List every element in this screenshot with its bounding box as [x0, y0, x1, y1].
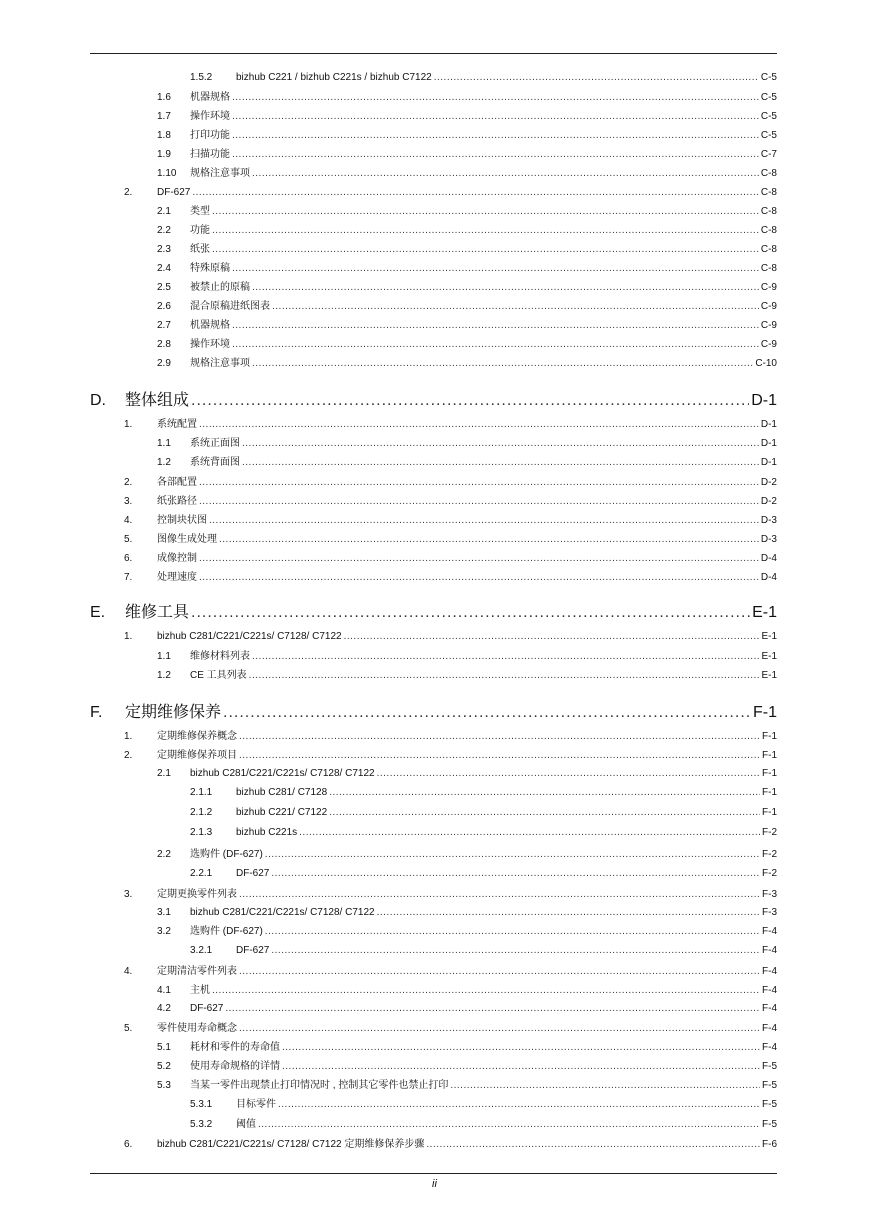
toc-entry-title: bizhub C281/ C7128 — [236, 787, 328, 798]
toc-entry-title: bizhub C281/C221/C221s/ C7128/ C7122 — [190, 768, 375, 779]
toc-entry-title: bizhub C221/ C7122 — [236, 807, 328, 818]
toc-entry-page: F-4 — [762, 945, 777, 956]
dot-leader — [265, 849, 760, 861]
toc-entry-title: 定期更换零件列表 — [157, 889, 237, 900]
toc-entry-page: D-3 — [760, 515, 777, 526]
toc-entry[interactable] — [0, 827, 777, 839]
toc-entry-number: 5.2 — [157, 1061, 171, 1072]
toc-entry-title: 机器规格 — [190, 92, 230, 103]
dot-leader — [212, 244, 759, 256]
toc-entry-page: C-8 — [760, 187, 777, 198]
toc-entry-title: 维修材料列表 — [190, 651, 250, 662]
dot-leader — [329, 787, 760, 799]
toc-entry-page: F-4 — [762, 985, 777, 996]
toc-entry-title: 维修工具 — [125, 604, 190, 621]
toc-entry-number: 1.1 — [157, 438, 171, 449]
toc-entry-title: bizhub C281/C221/C221s/ C7128/ C7122 定期维修保养步骤 — [157, 1139, 425, 1150]
toc-entry-number: 2.1 — [157, 206, 171, 217]
dot-leader — [344, 631, 760, 643]
toc-entry-page: F-1 — [762, 787, 777, 798]
dot-leader — [199, 496, 759, 508]
toc-entry-number: 3.1 — [157, 907, 171, 918]
toc-entry-title: 处理速度 — [157, 572, 197, 583]
toc-entry-title: 混合原稿进纸图表 — [190, 301, 270, 312]
toc-entry-title: 整体组成 — [125, 392, 190, 409]
toc-entry-title: 主机 — [190, 985, 210, 996]
toc-entry-title: 当某一零件出现禁止打印情况时 , 控制其它零件也禁止打印 — [190, 1080, 449, 1091]
dot-leader — [239, 966, 760, 978]
page-number: ii — [432, 1178, 437, 1190]
toc-entry-page: D-1 — [760, 457, 777, 468]
toc-entry-page: F-5 — [762, 1080, 777, 1091]
toc-entry-page: C-5 — [760, 92, 777, 103]
toc-entry[interactable] — [0, 750, 777, 762]
dot-leader — [191, 391, 749, 411]
toc-entry-number: 5.3.1 — [190, 1099, 213, 1110]
dot-leader — [271, 868, 760, 880]
dot-leader — [450, 1080, 760, 1092]
toc-entry-page: C-9 — [760, 282, 777, 293]
toc-entry-title: 扫描功能 — [190, 149, 230, 160]
dot-leader — [212, 225, 759, 237]
toc-entry-title: 操作环境 — [190, 111, 230, 122]
toc-entry-page: F-4 — [762, 966, 777, 977]
toc-entry-title: 打印功能 — [190, 130, 230, 141]
toc-section-heading[interactable] — [0, 703, 777, 723]
toc-entry[interactable] — [0, 787, 777, 799]
toc-entry-page: C-8 — [760, 244, 777, 255]
dot-leader — [249, 670, 760, 682]
toc-entry[interactable] — [0, 553, 777, 565]
toc-entry-title: 定期维修保养概念 — [157, 731, 237, 742]
dot-leader — [232, 92, 759, 104]
toc-entry[interactable] — [0, 263, 777, 275]
dot-leader — [239, 731, 760, 743]
toc-entry[interactable] — [0, 1099, 777, 1111]
toc-entry[interactable] — [0, 1061, 777, 1073]
toc-entry[interactable] — [0, 1023, 777, 1035]
toc-entry[interactable] — [0, 889, 777, 901]
footer-rule — [90, 1173, 777, 1174]
toc-entry-title: CE 工具列表 — [190, 670, 247, 681]
toc-entry-page: C-5 — [760, 130, 777, 141]
toc-entry-number: 1.2 — [157, 457, 171, 468]
toc-entry-title: 目标零件 — [236, 1099, 276, 1110]
toc-entry-title: 各部配置 — [157, 477, 197, 488]
dot-leader — [252, 282, 759, 294]
toc-entry-page: F-5 — [762, 1061, 777, 1072]
dot-leader — [232, 130, 759, 142]
toc-entry[interactable] — [0, 1139, 777, 1151]
toc-entry-title: bizhub C221s — [236, 827, 298, 838]
dot-leader — [272, 301, 759, 313]
toc-entry-title: 选购件 (DF-627) — [190, 849, 263, 860]
toc-entry-title: 特殊原稿 — [190, 263, 230, 274]
dot-leader — [223, 703, 751, 723]
toc-entry[interactable] — [0, 945, 777, 957]
toc-entry-number: 2.4 — [157, 263, 171, 274]
toc-entry-page: F-1 — [762, 807, 777, 818]
toc-entry[interactable] — [0, 149, 777, 161]
toc-entry-number: 2. — [124, 187, 133, 198]
toc-entry-number: 5.3.2 — [190, 1119, 213, 1130]
toc-entry-page: D-4 — [760, 572, 777, 583]
toc-entry-page: C-10 — [755, 358, 777, 369]
toc-entry-number: 1.8 — [157, 130, 171, 141]
dot-leader — [258, 1119, 760, 1131]
toc-entry-number: 7. — [124, 572, 133, 583]
toc-entry-title: DF-627 — [236, 945, 270, 956]
dot-leader — [434, 72, 759, 84]
toc-entry[interactable] — [0, 130, 777, 142]
toc-entry-title: 系统背面图 — [190, 457, 240, 468]
toc-entry-page: F-1 — [753, 704, 777, 721]
toc-entry-page: C-9 — [760, 339, 777, 350]
dot-leader — [278, 1099, 760, 1111]
dot-leader — [199, 553, 759, 565]
toc-entry-number: 3.2 — [157, 926, 171, 937]
dot-leader — [232, 339, 759, 351]
toc-entry-page: E-1 — [752, 604, 777, 621]
toc-entry-page: C-8 — [760, 225, 777, 236]
toc-section-heading[interactable] — [0, 391, 777, 411]
dot-leader — [282, 1042, 760, 1054]
dot-leader — [191, 603, 750, 623]
toc-entry[interactable] — [0, 868, 777, 880]
dot-leader — [199, 572, 759, 584]
toc-entry-page: F-2 — [762, 849, 777, 860]
toc-entry-title: 零件使用寿命概念 — [157, 1023, 237, 1034]
toc-entry[interactable] — [0, 670, 777, 682]
toc-entry[interactable] — [0, 301, 777, 313]
dot-leader — [239, 889, 760, 901]
dot-leader — [232, 149, 759, 161]
toc-entry-page: C-5 — [760, 72, 777, 83]
toc-entry-number: 2.5 — [157, 282, 171, 293]
toc-entry-number: 3.2.1 — [190, 945, 213, 956]
dot-leader — [225, 1003, 760, 1015]
toc-entry-title: bizhub C281/C221/C221s/ C7128/ C7122 — [157, 631, 342, 642]
toc-entry-page: C-8 — [760, 206, 777, 217]
toc-entry-title: bizhub C221 / bizhub C221s / bizhub C7122 — [236, 72, 432, 83]
toc-entry[interactable] — [0, 534, 777, 546]
toc-entry[interactable] — [0, 438, 777, 450]
toc-section-heading[interactable] — [0, 603, 777, 623]
toc-entry-page: F-1 — [762, 768, 777, 779]
toc-entry[interactable] — [0, 111, 777, 123]
toc-entry-number: 2.2.1 — [190, 868, 213, 879]
toc-entry-page: D-4 — [760, 553, 777, 564]
dot-leader — [377, 907, 760, 919]
dot-leader — [271, 945, 760, 957]
toc-entry[interactable] — [0, 419, 777, 431]
toc-entry[interactable] — [0, 966, 777, 978]
toc-entry-number: 5. — [124, 534, 133, 545]
toc-entry-title: 耗材和零件的寿命值 — [190, 1042, 280, 1053]
dot-leader — [329, 807, 760, 819]
dot-leader — [242, 438, 759, 450]
toc-entry-page: D-1 — [751, 392, 777, 409]
dot-leader — [232, 263, 759, 275]
toc-entry-number: 2.1.1 — [190, 787, 213, 798]
dot-leader — [242, 457, 759, 469]
toc-entry[interactable] — [0, 206, 777, 218]
toc-entry[interactable] — [0, 1003, 777, 1015]
toc-entry-number: 1. — [124, 731, 133, 742]
toc-entry-title: DF-627 — [190, 1003, 224, 1014]
toc-entry-title: 机器规格 — [190, 320, 230, 331]
toc-entry-number: 2. — [124, 477, 133, 488]
toc-entry-page: F-6 — [762, 1139, 777, 1150]
toc-entry-number: 4.1 — [157, 985, 171, 996]
toc-entry-number: 2.2 — [157, 225, 171, 236]
toc-entry[interactable] — [0, 168, 777, 180]
toc-entry-title: 纸张 — [190, 244, 210, 255]
toc-entry[interactable] — [0, 515, 777, 527]
toc-entry-page: D-1 — [760, 438, 777, 449]
toc-entry[interactable] — [0, 282, 777, 294]
toc-entry-title: 规格注意事项 — [190, 168, 250, 179]
toc-entry-page: C-5 — [760, 111, 777, 122]
toc-entry[interactable] — [0, 244, 777, 256]
toc-entry-page: E-1 — [761, 651, 777, 662]
toc-entry-page: F-3 — [762, 889, 777, 900]
toc-entry-number: E. — [90, 604, 106, 621]
toc-entry-number: 3. — [124, 496, 133, 507]
toc-entry-page: F-3 — [762, 907, 777, 918]
toc-entry-title: 规格注意事项 — [190, 358, 250, 369]
toc-entry-number: 2.2 — [157, 849, 171, 860]
dot-leader — [377, 768, 760, 780]
toc-entry-page: C-8 — [760, 168, 777, 179]
toc-entry-page: E-1 — [761, 631, 777, 642]
toc-entry-number: 2.7 — [157, 320, 171, 331]
toc-entry[interactable] — [0, 572, 777, 584]
toc-entry-title: 定期维修保养项目 — [157, 750, 237, 761]
toc-entry[interactable] — [0, 926, 777, 938]
dot-leader — [282, 1061, 760, 1073]
dot-leader — [212, 985, 760, 997]
toc-entry[interactable] — [0, 477, 777, 489]
toc-entry[interactable] — [0, 225, 777, 237]
toc-entry-number: 2.1.2 — [190, 807, 213, 818]
dot-leader — [192, 187, 759, 199]
toc-entry-number: 1.2 — [157, 670, 171, 681]
toc-entry-title: 阈值 — [236, 1119, 256, 1130]
toc-entry[interactable] — [0, 651, 777, 663]
toc-entry-title: 系统正面图 — [190, 438, 240, 449]
toc-entry[interactable] — [0, 92, 777, 104]
toc-entry-number: 1. — [124, 419, 133, 430]
toc-entry-title: 定期清洁零件列表 — [157, 966, 237, 977]
dot-leader — [232, 111, 759, 123]
toc-entry[interactable] — [0, 807, 777, 819]
toc-entry-title: 类型 — [190, 206, 210, 217]
toc-entry-title: 选购件 (DF-627) — [190, 926, 263, 937]
dot-leader — [252, 651, 759, 663]
toc-entry-page: F-4 — [762, 1042, 777, 1053]
toc-entry-title: 功能 — [190, 225, 210, 236]
toc-entry[interactable] — [0, 849, 777, 861]
toc-entry-number: 1.9 — [157, 149, 171, 160]
toc-entry[interactable] — [0, 1119, 777, 1131]
toc-entry-number: 4. — [124, 515, 133, 526]
toc-entry-title: DF-627 — [157, 187, 191, 198]
toc-entry-number: 1.6 — [157, 92, 171, 103]
toc-entry-number: 1.7 — [157, 111, 171, 122]
toc-entry-number: 3. — [124, 889, 133, 900]
toc-entry[interactable] — [0, 72, 777, 84]
toc-entry-number: 2.6 — [157, 301, 171, 312]
toc-entry-number: 5.3 — [157, 1080, 171, 1091]
toc-entry[interactable] — [0, 457, 777, 469]
toc-entry-page: D-2 — [760, 477, 777, 488]
toc-entry[interactable] — [0, 985, 777, 997]
toc-entry-number: 6. — [124, 553, 133, 564]
toc-entry-page: C-8 — [760, 263, 777, 274]
toc-entry-page: C-9 — [760, 301, 777, 312]
toc-entry[interactable] — [0, 187, 777, 199]
toc-entry[interactable] — [0, 768, 777, 780]
toc-entry-page: F-4 — [762, 1023, 777, 1034]
toc-entry-page: F-1 — [762, 731, 777, 742]
toc-entry-number: 2.3 — [157, 244, 171, 255]
dot-leader — [232, 320, 759, 332]
toc-entry-number: 4.2 — [157, 1003, 171, 1014]
toc-entry[interactable] — [0, 631, 777, 643]
toc-entry-number: 6. — [124, 1139, 133, 1150]
toc-entry-title: 成像控制 — [157, 553, 197, 564]
toc-entry-title: 系统配置 — [157, 419, 197, 430]
toc-entry-page: E-1 — [761, 670, 777, 681]
toc-entry[interactable] — [0, 358, 777, 370]
toc-entry-page: F-5 — [762, 1099, 777, 1110]
toc-entry[interactable] — [0, 1042, 777, 1054]
dot-leader — [219, 534, 759, 546]
toc-entry-title: 定期维修保养 — [125, 704, 222, 721]
toc-entry-number: 1.10 — [157, 168, 177, 179]
toc-entry-page: C-9 — [760, 320, 777, 331]
toc-entry-number: 2.8 — [157, 339, 171, 350]
toc-entry[interactable] — [0, 1080, 777, 1092]
toc-entry-number: F. — [90, 704, 103, 721]
toc-entry-page: F-4 — [762, 1003, 777, 1014]
toc-entry-title: 操作环境 — [190, 339, 230, 350]
header-rule — [90, 53, 777, 54]
toc-entry-page: F-2 — [762, 868, 777, 879]
toc-entry-title: 被禁止的原稿 — [190, 282, 250, 293]
dot-leader — [239, 1023, 760, 1035]
toc-entry-title: 纸张路径 — [157, 496, 197, 507]
dot-leader — [199, 477, 759, 489]
toc-entry-title: 图像生成处理 — [157, 534, 217, 545]
toc-entry-number: 4. — [124, 966, 133, 977]
toc-entry-number: 2.9 — [157, 358, 171, 369]
toc-entry-number: 2.1.3 — [190, 827, 213, 838]
toc-entry-title: 使用寿命规格的详情 — [190, 1061, 280, 1072]
toc-entry-page: F-2 — [762, 827, 777, 838]
toc-entry-page: D-3 — [760, 534, 777, 545]
toc-entry[interactable] — [0, 339, 777, 351]
toc-entry-title: bizhub C281/C221/C221s/ C7128/ C7122 — [190, 907, 375, 918]
toc-entry-number: 5. — [124, 1023, 133, 1034]
dot-leader — [199, 419, 759, 431]
toc-entry-page: C-7 — [760, 149, 777, 160]
dot-leader — [212, 206, 759, 218]
toc-entry[interactable] — [0, 320, 777, 332]
toc-entry[interactable] — [0, 496, 777, 508]
dot-leader — [265, 926, 760, 938]
toc-entry-title: DF-627 — [236, 868, 270, 879]
dot-leader — [299, 827, 760, 839]
toc-entry-number: 2.1 — [157, 768, 171, 779]
toc-entry[interactable] — [0, 907, 777, 919]
toc-entry-page: F-5 — [762, 1119, 777, 1130]
dot-leader — [209, 515, 759, 527]
toc-entry-page: F-1 — [762, 750, 777, 761]
toc-entry-number: 5.1 — [157, 1042, 171, 1053]
toc-entry-number: 1. — [124, 631, 133, 642]
toc-entry-page: D-1 — [760, 419, 777, 430]
dot-leader — [239, 750, 760, 762]
toc-entry[interactable] — [0, 731, 777, 743]
toc-entry-page: D-2 — [760, 496, 777, 507]
toc-entry-number: 2. — [124, 750, 133, 761]
dot-leader — [426, 1139, 760, 1151]
dot-leader — [252, 168, 759, 180]
toc-entry-number: 1.1 — [157, 651, 171, 662]
dot-leader — [252, 358, 753, 370]
toc-entry-number: 1.5.2 — [190, 72, 213, 83]
toc-entry-page: F-4 — [762, 926, 777, 937]
toc-entry-title: 控制块状图 — [157, 515, 207, 526]
toc-entry-number: D. — [90, 392, 106, 409]
